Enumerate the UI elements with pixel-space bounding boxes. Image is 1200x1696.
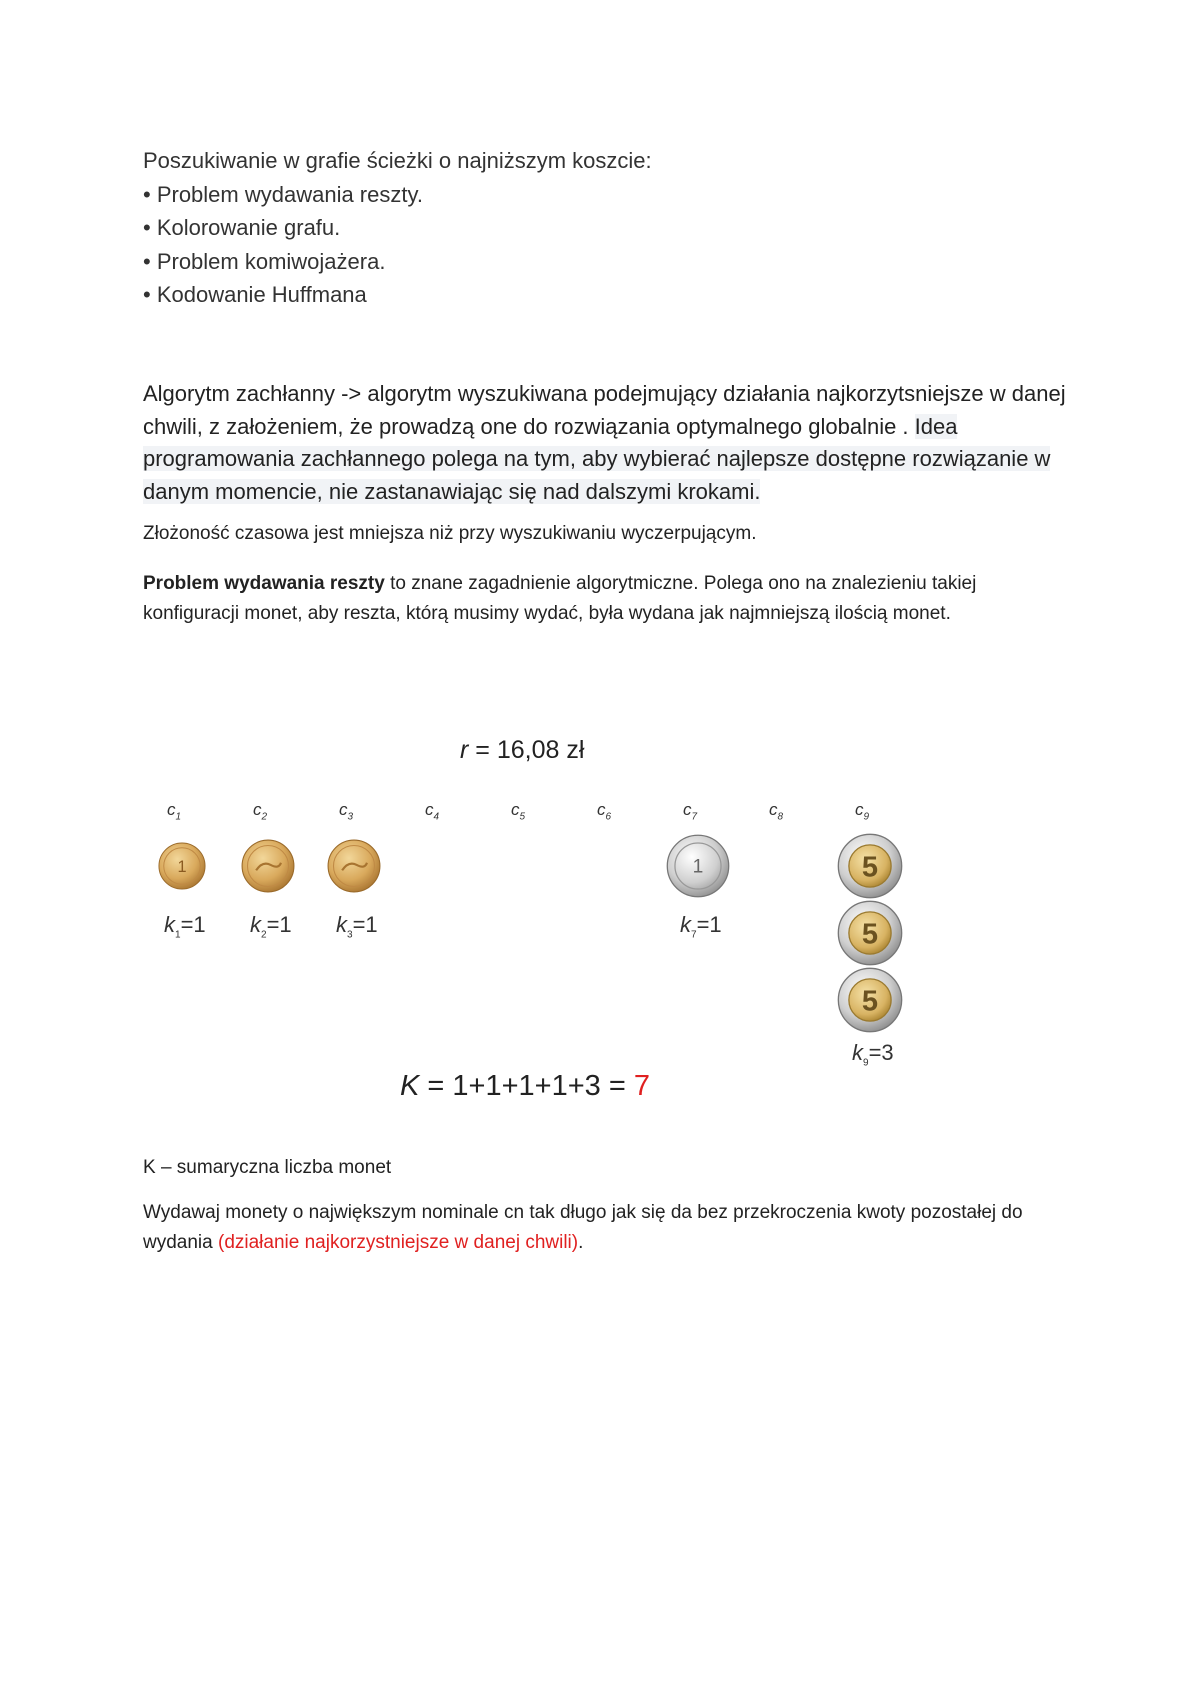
greedy-definition-text: Algorytm zachłanny -> algorytm wyszukiwana podejmujący działania najkorzytsniejsze w danej chwili, z założeniem, że prowadzą one do rozwiązania optymalnego globalnie . xyxy=(143,381,1066,439)
list-item: • Problem wydawania reszty. xyxy=(143,181,423,207)
coin-column-label: $c_9$ xyxy=(855,800,870,823)
list-item: • Kodowanie Huffmana xyxy=(143,282,367,307)
svg-text:5: 5 xyxy=(861,918,879,951)
coin-column-label: $c_7$ xyxy=(683,800,698,823)
total-sum xyxy=(400,1070,650,1103)
amount-label xyxy=(460,736,584,765)
change-problem-paragraph xyxy=(143,569,1073,629)
greedy-rule-highlight: (działanie najkorzystniejsze w danej chwili) xyxy=(218,1232,579,1253)
coin-column-label: $c_4$ xyxy=(425,800,440,823)
k-definition: K – sumaryczna liczba monet xyxy=(143,1157,392,1178)
greedy-definition xyxy=(143,378,1073,508)
brass-coin-icon xyxy=(158,842,206,890)
sum-variable: K xyxy=(400,1070,420,1102)
greedy-idea-text: Idea programowania zachłannego polega na tym, aby wybierać najlepsze dostępne rozwiązanie w danym momencie, nie zastanawiając się nad dalszymi krokami. xyxy=(143,413,1051,504)
change-problem-text: to znane zagadnienie algorytmiczne. Polega ono na znalezieniu takiej konfiguracji monet, aby reszta, którą musimy wydać, była wydana jak najmniejszą ilością monet. xyxy=(143,573,977,624)
coin-column-label: $c_8$ xyxy=(769,800,784,823)
amount-variable: r xyxy=(460,736,469,764)
coin-count-label: $k_2=1$ xyxy=(250,912,292,941)
coin-count-label: $k_3=1$ xyxy=(336,912,378,941)
greedy-rule-end: . xyxy=(578,1232,584,1253)
svg-text:1: 1 xyxy=(692,856,704,878)
list-item: • Kolorowanie grafu. xyxy=(143,215,341,240)
bimetal-coin-icon xyxy=(837,967,903,1033)
amount-value: = 16,08 zł xyxy=(468,736,585,764)
greedy-rule xyxy=(143,1198,1073,1258)
brass-coin-icon xyxy=(241,839,295,893)
coin-column-label: $c_5$ xyxy=(511,800,526,823)
coin-column-label: $c_2$ xyxy=(253,800,268,823)
greedy-rule-text: Wydawaj monety o największym nominale cn tak długo jak się da bez przekroczenia kwoty pozostałej do wydania xyxy=(143,1202,1023,1253)
sum-result: 7 xyxy=(633,1070,650,1102)
bimetal-coin-icon xyxy=(837,833,903,899)
coin-count-label: $k_7=1$ xyxy=(680,912,722,941)
coin-count-label: $k_1=1$ xyxy=(164,912,206,941)
bimetal-coin-icon xyxy=(837,900,903,966)
coin-column-label: $c_3$ xyxy=(339,800,354,823)
svg-text:5: 5 xyxy=(861,851,879,884)
complexity-note: Złożoność czasowa jest mniejsza niż przy wyszukiwaniu wyczerpującym. xyxy=(143,523,757,544)
coin-change-figure xyxy=(150,730,910,1110)
svg-text:5: 5 xyxy=(861,985,879,1018)
silver-coin-icon xyxy=(666,834,730,898)
coin-count-label: $k_9=3$ xyxy=(852,1040,894,1069)
brass-coin-icon xyxy=(327,839,381,893)
svg-text:1: 1 xyxy=(177,857,187,876)
intro-heading: Poszukiwanie w grafie ścieżki o najniższym koszcie: xyxy=(143,148,652,173)
intro-section xyxy=(143,144,652,312)
list-item: • Problem komiwojażera. xyxy=(143,248,386,274)
coin-column-label: $c_1$ xyxy=(167,800,182,823)
sum-expression: = 1+1+1+1+3 = xyxy=(419,1070,634,1102)
coin-column-label: $c_6$ xyxy=(597,800,612,823)
change-problem-term: Problem wydawania reszty xyxy=(143,573,385,594)
